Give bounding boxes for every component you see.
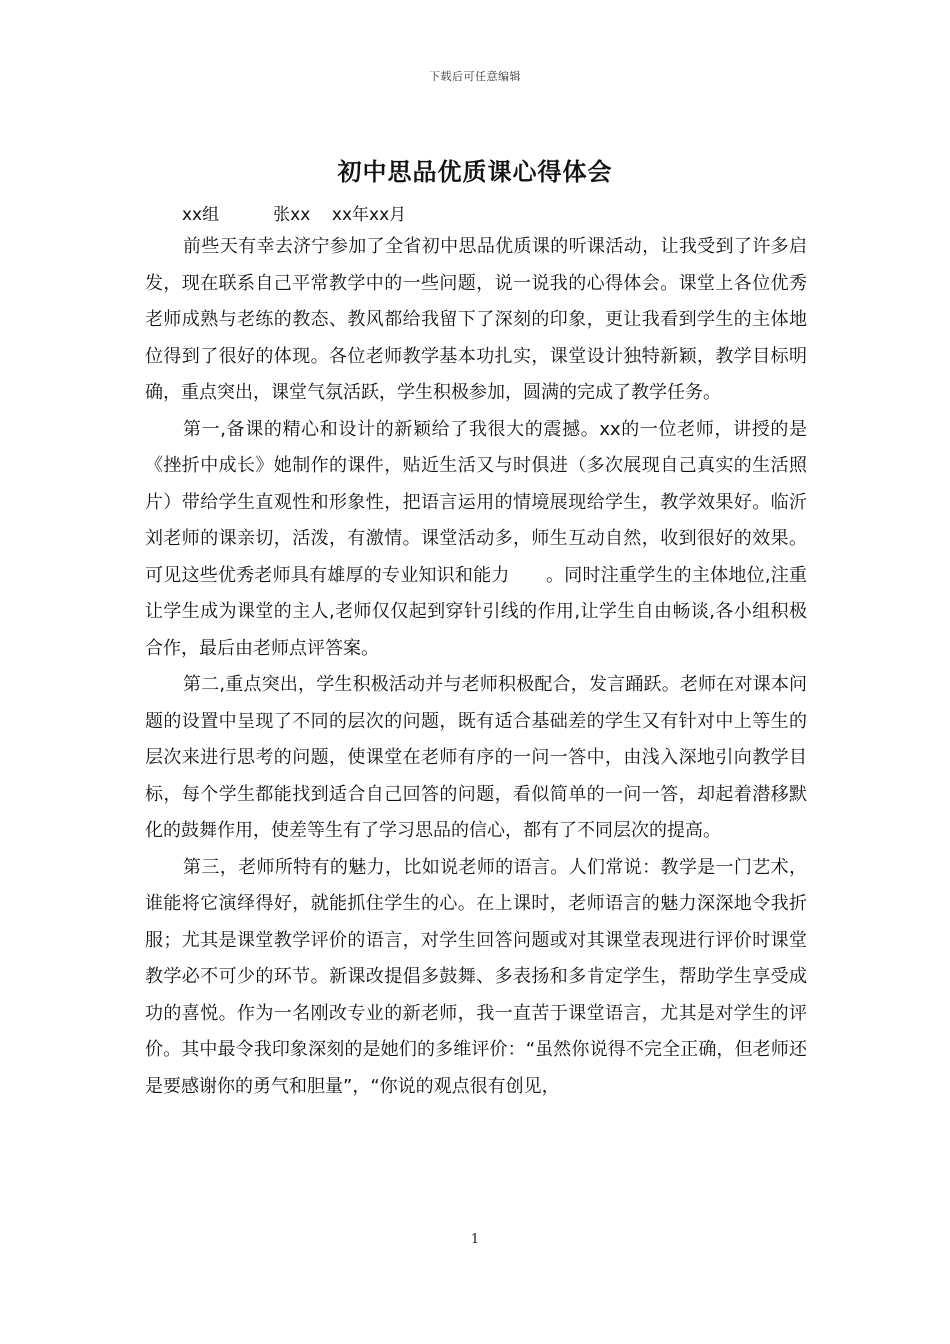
document-body	[145, 229, 807, 1105]
paragraph-intro: 前些天有幸去济宁参加了全省初中思品优质课的听课活动，让我受到了许多启发，现在联系自己平常教学中的一些问题，说一说我的心得体会。课堂上各位优秀老师成熟与老练的教态、教风都给我留下了深刻的印象，更让我看到学生的主体地位得到了很好的体现。各位老师教学基本功扎实，课堂设计独特新颖，教学目标明确，重点突出，课堂气氛活跃，学生积极参加，圆满的完成了教学任务。	[145, 236, 807, 403]
page-header-note: 下载后可任意编辑	[429, 70, 521, 83]
paragraph-third-point: 第三，老师所特有的魅力，比如说老师的语言。人们常说：教学是一门艺术，谁能将它演绎得好，就能抓住学生的心。在上课时，老师语言的魅力深深地令我折服；尤其是课堂教学评价的语言，对学生回答问题或对其课堂表现进行评价时课堂教学必不可少的环节。新课改提倡多鼓舞、多表扬和多肯定学生，帮助学生享受成功的喜悦。作为一名刚改专业的新老师，我一直苦于课堂语言，尤其是对学生的评价。其中最令我印象深刻的是她们的多维评价：“虽然你说得不完全正确，但老师还是要感谢你的勇气和胆量”，“你说的观点很有创见，	[145, 856, 807, 1097]
document-title: 初中思品优质课心得体会	[337, 158, 613, 186]
paragraph-second-point: 第二,重点突出，学生积极活动并与老师积极配合，发言踊跃。老师在对课本问题的设置中呈现了不同的层次的问题，既有适合基础差的学生又有针对中上等生的层次来进行思考的问题，使课堂在老师有序的一问一答中，由浅入深地引向教学目标，每个学生都能找到适合自己回答的问题，看似简单的一问一答，却起着潜移默化的鼓舞作用，使差等生有了学习思品的信心，都有了不同层次的提高。	[145, 674, 807, 841]
paragraph-first-point: 第一,备课的精心和设计的新颖给了我很大的震撼。xx的一位老师，讲授的是《挫折中成长》她制作的课件，贴近生活又与时俱进（多次展现自己真实的生活照片）带给学生直观性和形象性，把语言运用的情境展现给学生，教学效果好。临沂刘老师的课亲切，活泼，有激情。课堂活动多，师生互动自然，收到很好的效果。可见这些优秀老师具有雄厚的专业知识和能力 。同时注重学生的主体地位,注重让学生成为课堂的主人,老师仅仅起到穿针引线的作用,让学生自由畅谈,各小组积极合作，最后由老师点评答案。	[145, 418, 807, 659]
document-byline: xx组 张xx xx年xx月	[182, 205, 407, 225]
page-number: 1	[470, 1232, 480, 1247]
